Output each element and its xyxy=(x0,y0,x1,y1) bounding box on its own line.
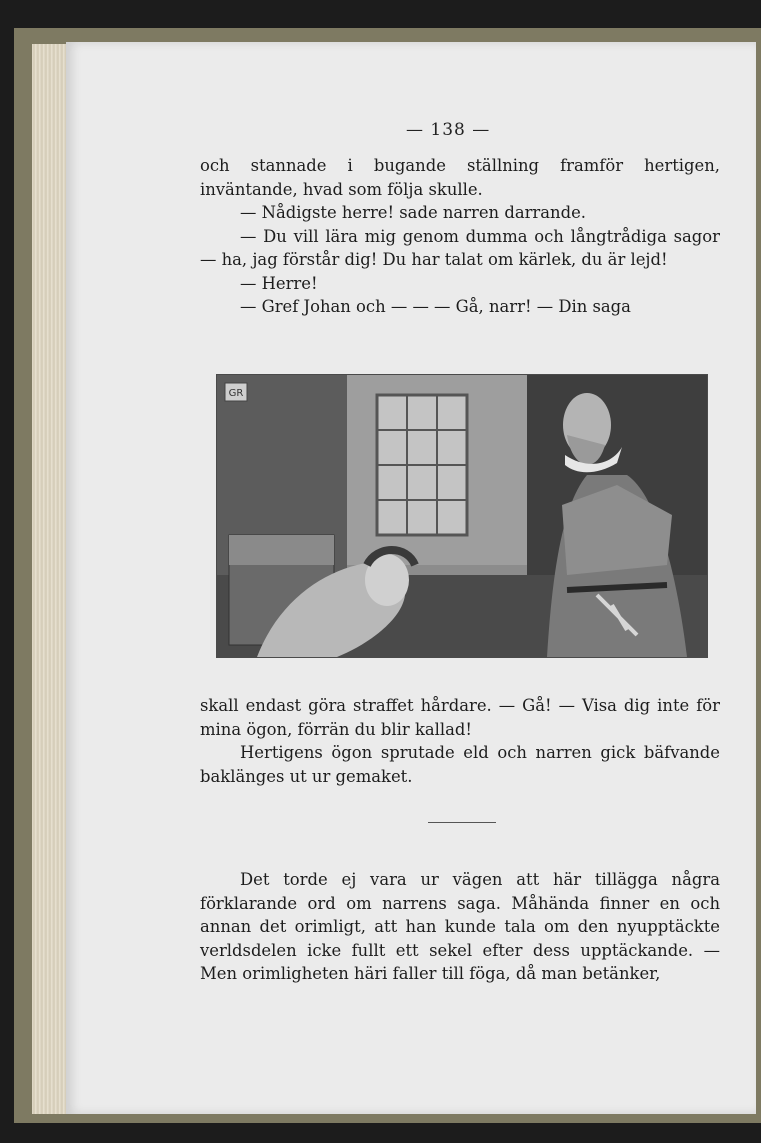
illustration-monogram: GR xyxy=(228,388,244,399)
text-block-bottom xyxy=(200,868,720,986)
paragraph: — Du vill lära mig genom dumma och långtrådiga sagor — ha, jag förstår dig! Du har talat om kärlek, du är lejd! xyxy=(200,226,720,269)
paragraph: — Herre! xyxy=(240,273,318,293)
illustration xyxy=(216,374,708,658)
section-divider xyxy=(428,822,496,823)
book-page xyxy=(66,42,756,1114)
paragraph: — Nådigste herre! sade narren darrande. xyxy=(240,203,586,222)
paragraph: skall endast göra straffet hårdare. — Gå! — Visa dig inte för mina ögon, förrän du blir kallad! xyxy=(200,696,720,739)
paragraph: Hertigens ögon sprutade eld och narren gick bäfvande baklänges ut ur gemaket. xyxy=(200,743,720,786)
page-number: — 138 — xyxy=(406,120,491,140)
paragraph: och stannade i bugande ställning framför hertigen, inväntande, hvad som följa skulle. xyxy=(200,156,720,199)
paragraph: — Gref Johan och — — — Gå, narr! — Din saga xyxy=(240,297,631,316)
paragraph: Det torde ej vara ur vägen att här tillägga några förklarande ord om narrens saga. Måhända finner en och annan det orimligt, att han kunde tala om den nyupptäckte verldsdelen icke fullt ett sekel efter dess upptäckande. — Men orimligheten häri faller till föga, då man betänker, xyxy=(200,870,720,983)
illustration-drawing xyxy=(217,375,707,657)
text-block-top xyxy=(200,154,720,319)
text-block-middle xyxy=(200,694,720,788)
